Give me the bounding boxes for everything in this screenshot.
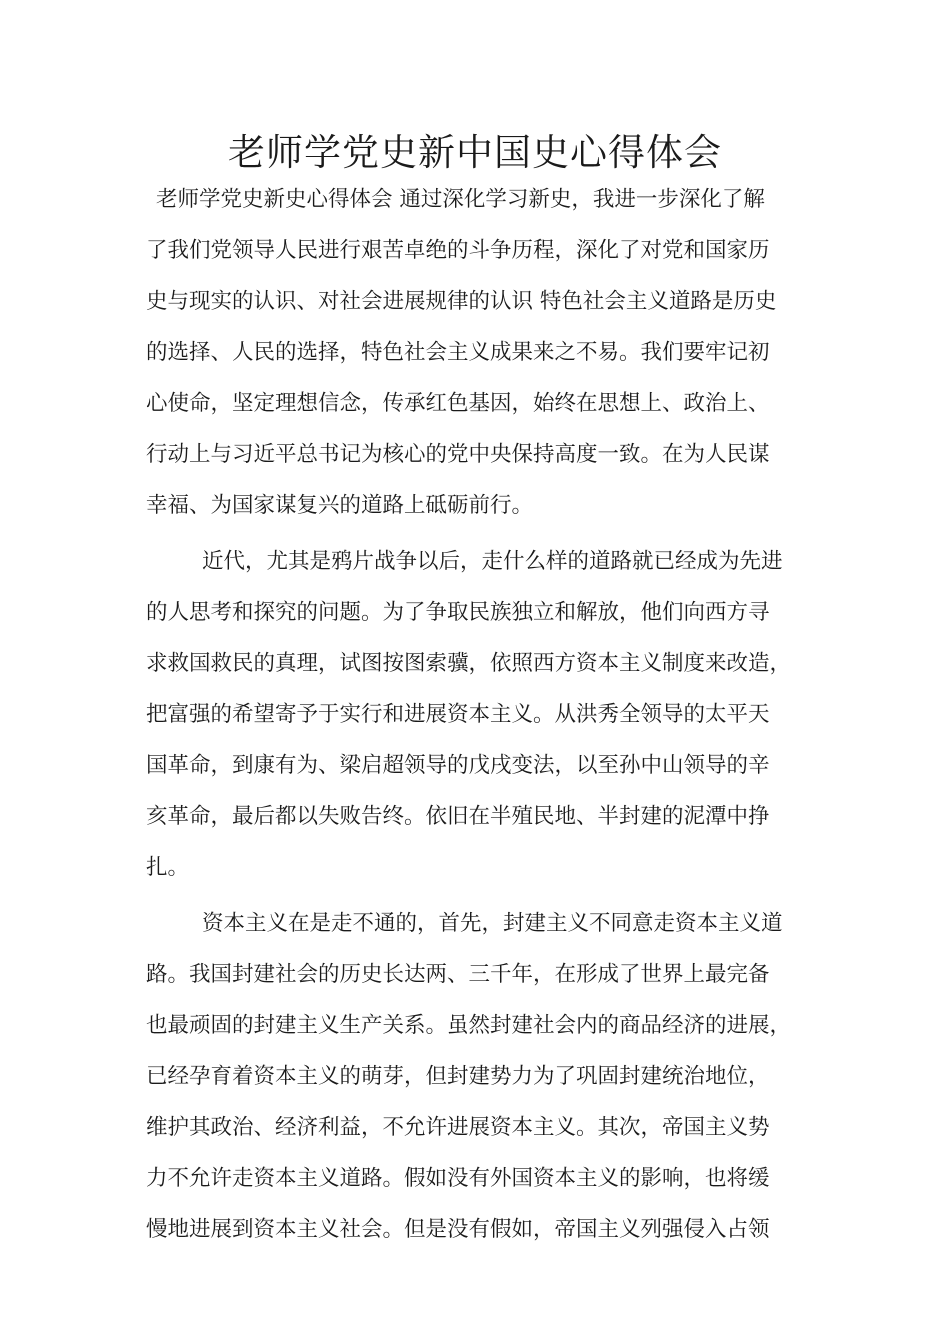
paragraph-line: 近代，尤其是鸦片战争以后，走什么样的道路就已经成为先进 [202, 549, 783, 574]
paragraph-line: 心使命，坚定理想信念，传承红色基因，始终在思想上、政治上、 [146, 391, 770, 416]
paragraph-line: 的人思考和探究的问题。为了争取民族独立和解放，他们向西方寻 [146, 600, 770, 625]
paragraph-line: 亥革命，最后都以失败告终。依旧在半殖民地、半封建的泥潭中挣 [146, 804, 770, 829]
paragraph-line: 把富强的希望寄予于实行和进展资本主义。从洪秀全领导的太平天 [146, 702, 770, 727]
paragraph-line: 也最顽固的封建主义生产关系。虽然封建社会内的商品经济的进展， [146, 1013, 792, 1038]
paragraph-line: 资本主义在是走不通的，首先，封建主义不同意走资本主义道 [202, 911, 783, 936]
paragraph-line: 扎。 [146, 855, 190, 880]
paragraph-line: 幸福、为国家谋复兴的道路上砥砺前行。 [146, 493, 534, 518]
paragraph-line: 国革命，到康有为、梁启超领导的戊戌变法，以至孙中山领导的辛 [146, 753, 770, 778]
paragraph-line: 路。我国封建社会的历史长达两、三千年，在形成了世界上最完备 [146, 962, 770, 987]
paragraph-line: 史与现实的认识、对社会进展规律的认识 特色社会主义道路是历史 [146, 289, 777, 314]
paragraph-line: 的选择、人民的选择，特色社会主义成果来之不易。我们要牢记初 [146, 340, 770, 365]
paragraph-line: 力不允许走资本主义道路。假如没有外国资本主义的影响，也将缓 [146, 1166, 770, 1191]
document-title: 老师学党史新中国史心得体会 [228, 131, 722, 174]
paragraph-line: 维护其政治、经济利益，不允许进展资本主义。其次，帝国主义势 [146, 1115, 770, 1140]
paragraph-line: 行动上与习近平总书记为核心的党中央保持高度一致。在为人民谋 [146, 442, 770, 467]
paragraph-line: 求救国救民的真理，试图按图索骥，依照西方资本主义制度来改造， [146, 651, 792, 676]
paragraph-line: 老师学党史新史心得体会 通过深化学习新史，我进一步深化了解 [156, 187, 765, 212]
paragraph-line: 已经孕育着资本主义的萌芽，但封建势力为了巩固封建统治地位， [146, 1064, 770, 1089]
document-body [146, 182, 826, 1263]
paragraph-line: 慢地进展到资本主义社会。但是没有假如，帝国主义列强侵入占领 [146, 1217, 770, 1242]
paragraph-line: 了我们党领导人民进行艰苦卓绝的斗争历程，深化了对党和国家历 [146, 238, 770, 263]
